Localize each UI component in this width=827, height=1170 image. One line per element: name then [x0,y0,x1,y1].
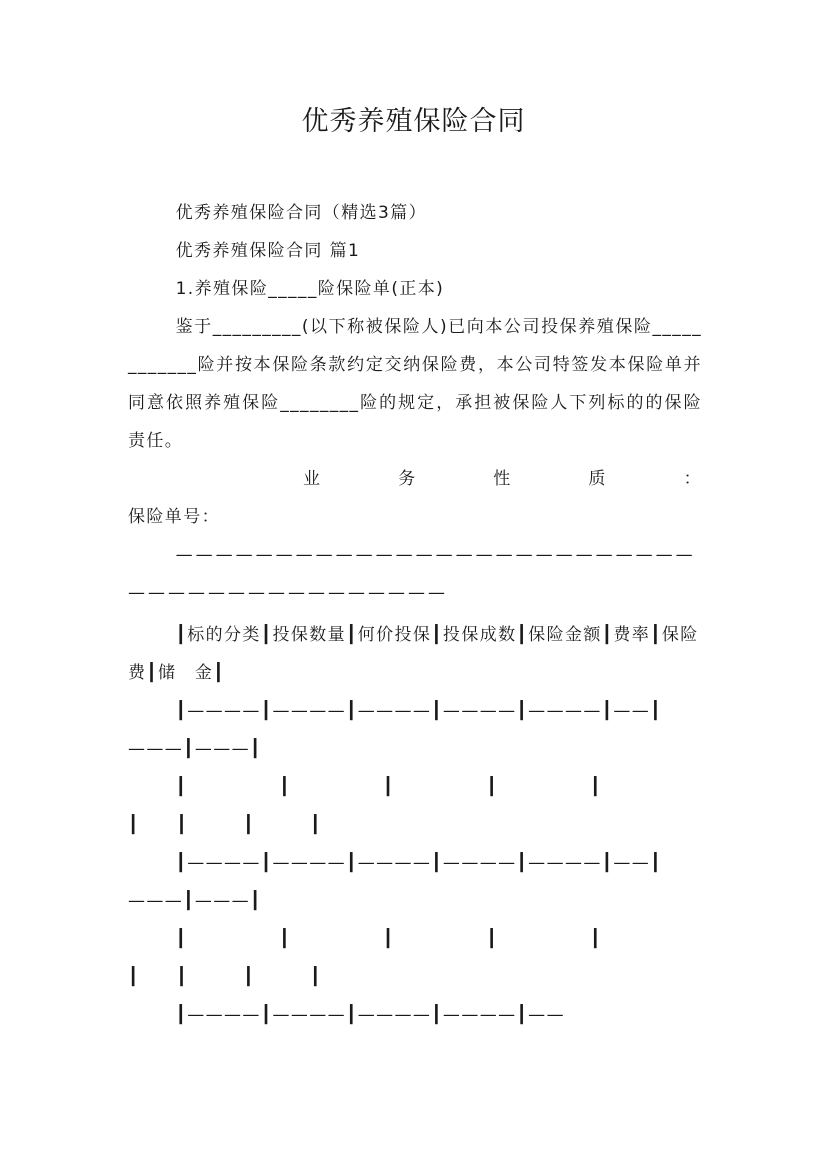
document-body [128,194,702,1034]
table-divider: ┃————┃————┃————┃————┃—— [175,1005,565,1025]
business-nature-char: 质 [588,469,607,489]
document-title: 优秀养殖保险合同 [301,106,526,137]
business-nature-char: 业 [303,469,322,489]
business-nature-row [128,460,702,498]
intro-paragraph: 鉴于_________(以下称被保险人)已向本公司投保养殖保险____________险并按本保险条款约定交纳保险费，本公司特签发本保险单并同意依照养殖保险________险的规定，承担被保险人下列标的的保险责任。 [128,317,702,451]
policy-heading: 1.养殖保险_____险保险单(正本) [175,279,445,299]
subtitle: 优秀养殖保险合同（精选3篇） [175,203,428,223]
table-empty-row: ┃ ┃ ┃ ┃ ┃ ┃ ┃ ┃ ┃ [128,929,694,987]
business-nature-char: 性 [493,469,512,489]
section-heading: 优秀养殖保险合同 篇1 [175,241,361,261]
table-header: ┃标的分类┃投保数量┃何价投保┃投保成数┃保险金额┃费率┃保险费┃储 金┃ [128,625,699,683]
table-divider: ┃————┃————┃————┃————┃————┃——┃———┃———┃ [128,701,662,759]
policy-number-label: 保险单号： [128,507,220,527]
business-nature-char: ： [683,469,702,489]
table-divider: ┃————┃————┃————┃————┃————┃——┃———┃———┃ [128,853,662,911]
separator-line: —————————————————————————————————————————— [128,545,696,603]
business-nature-char: 务 [398,469,417,489]
table-empty-row: ┃ ┃ ┃ ┃ ┃ ┃ ┃ ┃ ┃ [128,777,694,835]
